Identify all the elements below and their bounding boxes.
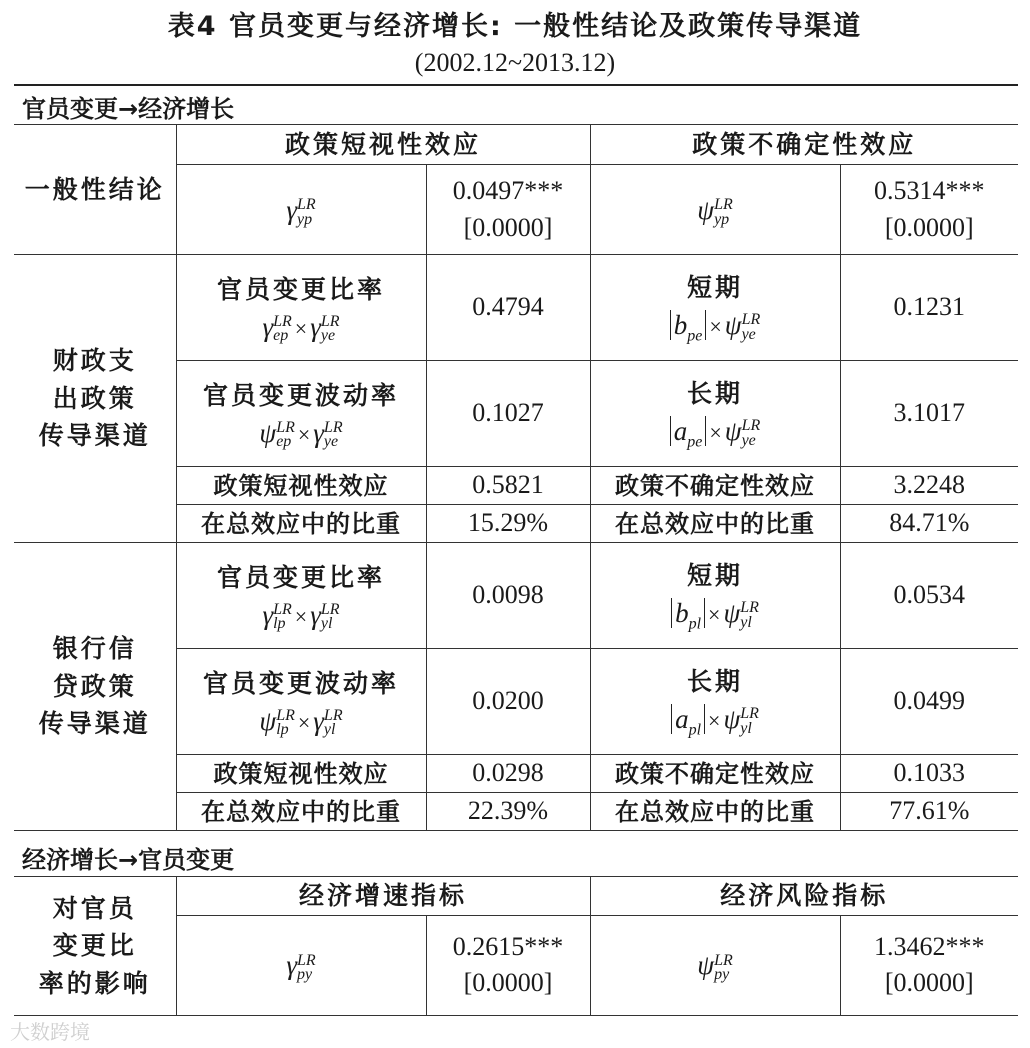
fiscal-short-cell: 短期 $b_{pe} \times \psi LR$ ye bbox=[590, 255, 840, 361]
header-uncertainty: 政策不确定性效应 bbox=[590, 125, 1018, 165]
main-table bbox=[14, 124, 1018, 831]
formula: γLR py bbox=[286, 950, 316, 984]
general-right-value: 0.5314*** bbox=[874, 176, 985, 206]
credit-share-label-left: 在总效应中的比重 bbox=[176, 793, 426, 831]
impact-left-formula bbox=[176, 915, 426, 1015]
header-myopia: 政策短视性效应 bbox=[176, 125, 590, 165]
impact-left-p: [0.0000] bbox=[463, 968, 553, 997]
header-growth-speed: 经济增速指标 bbox=[176, 877, 590, 916]
fiscal-short-value: 0.1231 bbox=[840, 255, 1018, 361]
impact-right-formula bbox=[590, 915, 840, 1015]
general-label-cell bbox=[14, 125, 176, 255]
fiscal-long-cell: 长期 $a_{pe} \times \psi LR$ ye bbox=[590, 361, 840, 467]
general-label: 一般性结论 bbox=[24, 174, 165, 204]
fiscal-uncert-value: 3.2248 bbox=[840, 467, 1018, 505]
credit-long-value: 0.0499 bbox=[840, 649, 1018, 755]
credit-uncert-label: 政策不确定性效应 bbox=[590, 755, 840, 793]
fiscal-share-label-left: 在总效应中的比重 bbox=[176, 505, 426, 543]
credit-vol-value: 0.0200 bbox=[426, 649, 590, 755]
credit-rate-value: 0.0098 bbox=[426, 543, 590, 649]
credit-myopia-label: 政策短视性效应 bbox=[176, 755, 426, 793]
formula: γLR lp × γLR yl bbox=[262, 599, 340, 633]
credit-rate-cell: 官员变更比率 γLR lp × γLR yl bbox=[176, 543, 426, 649]
general-left-p: [0.0000] bbox=[463, 212, 553, 242]
fiscal-rate-value: 0.4794 bbox=[426, 255, 590, 361]
general-left-value-cell bbox=[426, 165, 590, 255]
impact-right-value: 1.3462*** bbox=[874, 931, 985, 961]
header-growth-risk: 经济风险指标 bbox=[590, 877, 1018, 916]
credit-share-left: 22.39% bbox=[426, 793, 590, 831]
general-right-value-cell bbox=[840, 165, 1018, 255]
formula: γLR yp bbox=[286, 194, 316, 228]
credit-short-cell: 短期 $b_{pl} \times \psi LR$ yl bbox=[590, 543, 840, 649]
fiscal-label-cell: 财政支 出政策 传导渠道 bbox=[14, 255, 176, 543]
impact-right-p: [0.0000] bbox=[884, 968, 974, 997]
formula: ψLR ep × γLR ye bbox=[259, 417, 343, 451]
formula: ψLR py bbox=[697, 950, 733, 984]
fiscal-uncert-label: 政策不确定性效应 bbox=[590, 467, 840, 505]
credit-vol-cell: 官员变更波动率 ψLR lp × γLR yl bbox=[176, 649, 426, 755]
table-period: (2002.12~2013.12) bbox=[414, 48, 616, 77]
general-left-formula bbox=[176, 165, 426, 255]
credit-uncert-value: 0.1033 bbox=[840, 755, 1018, 793]
general-right-formula bbox=[590, 165, 840, 255]
top-rule bbox=[14, 84, 1018, 86]
fiscal-vol-value: 0.1027 bbox=[426, 361, 590, 467]
credit-share-label-right: 在总效应中的比重 bbox=[590, 793, 840, 831]
impact-right-value-cell bbox=[840, 915, 1018, 1015]
general-left-value: 0.0497*** bbox=[452, 176, 564, 206]
section-official-to-growth: 官员变更→经济增长 bbox=[22, 95, 235, 123]
impact-table bbox=[14, 876, 1018, 1016]
watermark: 大数跨境 bbox=[10, 1020, 90, 1044]
formula: $b_{pl} \times \psi LR$ yl bbox=[591, 597, 840, 634]
fiscal-long-value: 3.1017 bbox=[840, 361, 1018, 467]
impact-label-cell: 对官员 变更比 率的影响 bbox=[14, 877, 176, 1016]
section-growth-to-official: 经济增长→官员变更 bbox=[22, 846, 235, 874]
formula: γLR ep × γLR ye bbox=[262, 311, 340, 345]
fiscal-myopia-label: 政策短视性效应 bbox=[176, 467, 426, 505]
impact-left-value-cell bbox=[426, 915, 590, 1015]
formula: $b_{pe} \times \psi LR$ ye bbox=[591, 309, 840, 346]
formula: ψLR yp bbox=[697, 194, 733, 228]
credit-share-right: 77.61% bbox=[840, 793, 1018, 831]
formula: ψLR lp × γLR yl bbox=[259, 705, 343, 739]
credit-label-cell: 银行信 贷政策 传导渠道 bbox=[14, 543, 176, 831]
formula: $a_{pe} \times \psi LR$ ye bbox=[591, 415, 840, 452]
fiscal-share-left: 15.29% bbox=[426, 505, 590, 543]
credit-short-value: 0.0534 bbox=[840, 543, 1018, 649]
credit-myopia-value: 0.0298 bbox=[426, 755, 590, 793]
fiscal-share-label-right: 在总效应中的比重 bbox=[590, 505, 840, 543]
fiscal-rate-cell: 官员变更比率 γLR ep × γLR ye bbox=[176, 255, 426, 361]
fiscal-myopia-value: 0.5821 bbox=[426, 467, 590, 505]
fiscal-vol-cell: 官员变更波动率 ψLR ep × γLR ye bbox=[176, 361, 426, 467]
fiscal-share-right: 84.71% bbox=[840, 505, 1018, 543]
general-right-p: [0.0000] bbox=[884, 212, 974, 242]
table-title: 表4 官员变更与经济增长: 一般性结论及政策传导渠道 bbox=[167, 11, 863, 42]
impact-left-value: 0.2615*** bbox=[452, 931, 564, 961]
credit-long-cell: 长期 $a_{pl} \times \psi LR$ yl bbox=[590, 649, 840, 755]
formula: $a_{pl} \times \psi LR$ yl bbox=[591, 703, 840, 740]
